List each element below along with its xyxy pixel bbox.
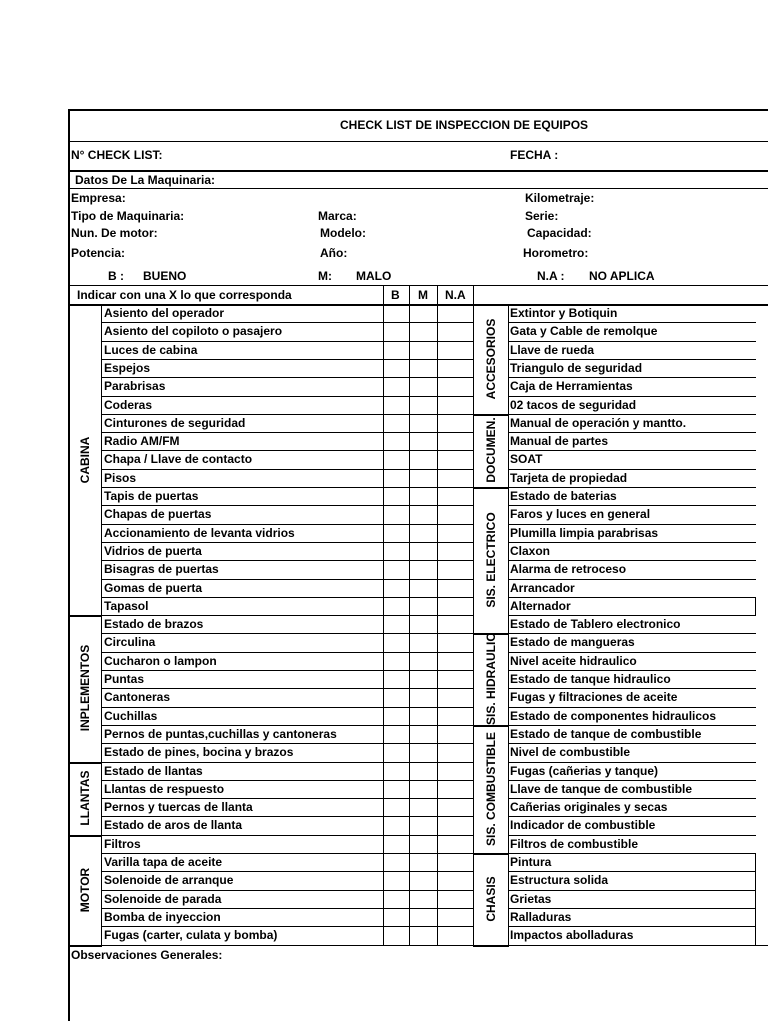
horometro-label: Horometro: [523,246,589,260]
legend-na-text: NO APLICA [589,269,655,283]
right-item-label: Fugas y filtraciones de aceite [510,690,678,705]
column-m-header: M [418,288,428,302]
column-divider [383,285,384,304]
left-item-label: Varilla tapa de aceite [104,855,223,869]
form-top-border [68,109,768,111]
tipo-maquinaria-label: Tipo de Maquinaria: [71,209,185,223]
right-item-label: Estado de Tablero electronico [510,617,681,632]
right-item-label: SOAT [510,452,543,467]
checklist-number-label: N° CHECK LIST: [71,148,163,162]
empresa-label: Empresa: [71,191,126,205]
right-section-label: CHASIS [484,876,498,922]
anio-label: Año: [320,246,348,260]
right-section-label: SIS. ELECTRICO [484,512,498,608]
left-item-label: Pernos de puntas,cuchillas y cantoneras [104,726,337,741]
right-section-label: SIS. COMBUSTIBLE [484,731,498,846]
legend-m-code: M: [318,269,332,283]
column-divider [437,285,438,304]
right-item-label: Ralladuras [510,909,572,924]
right-item-label: Alternador [510,598,571,613]
right-item-label: Llave de tanque de combustible [510,781,693,796]
right-item-label: Manual de operación y mantto. [510,415,687,430]
right-item-label: Estado de tanque hidraulico [510,672,671,686]
legend-divider [68,285,768,286]
checkbox-column-divider [437,304,438,945]
left-item-label: Cantoneras [104,690,171,705]
left-section-label: CABINA [78,436,92,483]
fecha-label: FECHA : [510,148,559,162]
left-item-label: Bisagras de puertas [104,562,219,577]
chasis-right-edge [755,853,756,945]
right-item-label: Estado de componentes hidraulicos [510,708,717,723]
instruction-text: Indicar con una X lo que corresponda [77,288,292,302]
left-item-label: Llantas de respuesto [104,781,225,796]
right-item-label: Grietas [510,891,552,906]
checkbox-column-divider [383,304,384,945]
left-item-label: Cinturones de seguridad [104,415,246,430]
left-section-label: LLANTAS [78,770,92,826]
kilometraje-label: Kilometraje: [525,191,595,205]
left-item-label: Tapis de puertas [104,489,199,503]
checkbox-column-divider [473,304,474,945]
left-item-label: Chapas de puertas [104,507,212,522]
legend-b-code: B : [108,269,124,283]
left-item-label: Vidrios de puerta [104,543,202,558]
right-item-label: Nivel de combustible [510,745,631,760]
motor-number-label: Nun. De motor: [71,226,158,240]
left-item-label: Pisos [104,470,137,485]
right-item-label: Llave de rueda [510,342,595,357]
checkbox-column-divider [409,304,410,945]
right-item-label: Estructura solida [510,873,609,888]
legend-na-code: N.A : [537,269,565,283]
left-item-label: Estado de pines, bocina y brazos [104,745,294,760]
right-item-label: Indicador de combustible [510,818,656,833]
right-section-label: DOCUMEN. [484,417,498,484]
right-section-label: ACCESORIOS [484,318,498,400]
left-item-label: Puntas [104,672,145,686]
right-item-label: Nivel aceite hidraulico [510,653,637,668]
datos-maquinaria-label: Datos De La Maquinaria: [75,173,216,187]
left-item-label: Luces de cabina [104,342,198,357]
left-item-label: Estado de llantas [104,763,203,778]
left-item-label: Circulina [104,635,156,650]
left-item-label: Parabrisas [104,379,166,394]
right-item-label: Tarjeta de propiedad [510,470,628,485]
right-label-divider [508,304,509,945]
left-item-label: Solenoide de arranque [104,873,234,888]
left-section-label: INPLEMENTOS [78,645,92,732]
left-item-label: Coderas [104,397,153,412]
right-item-label: Pintura [510,855,552,869]
left-item-label: Filtros [104,836,141,851]
column-b-header: B [391,288,400,302]
table-bottom-divider [68,945,768,946]
right-item-label: Estado de tanque de combustible [510,726,702,741]
right-item-label: Triangulo de seguridad [510,360,643,375]
capacidad-label: Capacidad: [527,226,592,240]
left-item-label: Estado de brazos [104,617,204,632]
column-na-header: N.A [445,288,466,302]
left-item-label: Espejos [104,360,151,375]
right-item-label: 02 tacos de seguridad [510,397,637,412]
right-item-label: Estado de mangueras [510,635,635,650]
observaciones-label: Observaciones Generales: [71,948,223,962]
right-item-label: Manual de partes [510,434,609,449]
left-item-label: Cuchillas [104,708,158,723]
right-item-label: Fugas (cañerias y tanque) [510,763,659,778]
left-item-label: Accionamiento de levanta vidrios [104,525,295,540]
header-divider [68,170,768,172]
right-item-label: Cañerias originales y secas [510,800,668,815]
left-section-label: MOTOR [78,867,92,912]
right-item-label: Gata y Cable de remolque [510,324,658,339]
left-item-label: Cucharon o lampon [104,653,217,668]
marca-label: Marca: [318,209,357,223]
left-item-label: Gomas de puerta [104,580,203,595]
form-left-border [68,109,70,1021]
datos-divider [68,188,768,189]
left-label-divider [101,304,102,945]
right-item-label: Impactos abolladuras [510,928,634,943]
right-item-label: Faros y luces en general [510,507,651,522]
left-item-label: Pernos y tuercas de llanta [104,800,253,815]
column-divider [473,285,474,304]
left-item-label: Asiento del operador [104,306,225,320]
right-item-label: Caja de Herramientas [510,379,633,394]
column-divider [409,285,410,304]
alternador-right-edge [755,597,756,615]
left-item-label: Tapasol [104,598,149,613]
right-item-label: Plumilla limpia parabrisas [510,525,659,540]
left-item-label: Asiento del copiloto o pasajero [104,324,283,339]
form-title: CHECK LIST DE INSPECCION DE EQUIPOS [340,118,589,132]
right-item-label: Extintor y Botiquin [510,306,618,320]
right-section-label: SIS. HIDRAULIC [484,633,498,726]
left-item-label: Estado de aros de llanta [104,818,243,833]
left-item-label: Radio AM/FM [104,434,180,449]
header-divider [68,141,768,142]
legend-m-text: MALO [356,269,392,283]
modelo-label: Modelo: [320,226,366,240]
left-item-label: Bomba de inyeccion [104,909,221,924]
right-item-label: Claxon [510,543,551,558]
right-item-label: Alarma de retroceso [510,562,627,577]
potencia-label: Potencia: [71,246,126,260]
left-item-label: Chapa / Llave de contacto [104,452,253,467]
right-item-label: Filtros de combustible [510,836,639,851]
legend-b-text: BUENO [143,269,187,283]
right-item-label: Estado de baterias [510,489,617,503]
left-item-label: Solenoide de parada [104,891,222,906]
left-item-label: Fugas (carter, culata y bomba) [104,928,278,943]
serie-label: Serie: [525,209,559,223]
right-item-label: Arrancador [510,580,575,595]
